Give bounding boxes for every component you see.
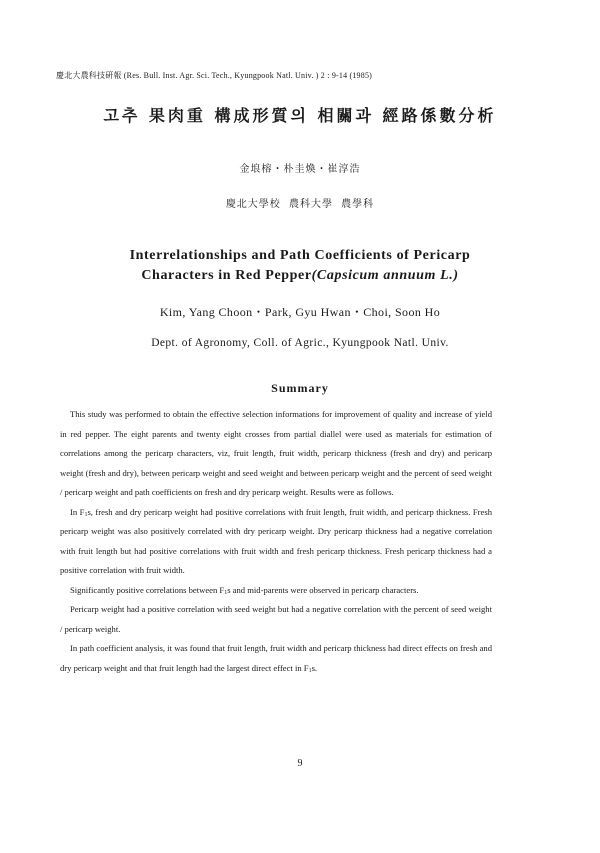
p5-prefix: In path coefficient analysis, it was found that fruit length, fruit width and pericarp thickness had direct effects on fresh and dry pericarp weight and that fruit length had the largest direct effect in F [60, 643, 492, 673]
p3-rest: s and mid-parents were observed in pericarp characters. [227, 584, 419, 595]
species-name: (Capsicum annuum L.) [311, 268, 459, 283]
summary-paragraph-2 [60, 503, 492, 581]
p3-prefix: Significantly positive correlations between F [70, 584, 225, 595]
p3-subscript: 1 [224, 589, 228, 596]
p5-subscript: 1 [308, 667, 312, 674]
summary-paragraph-4: Pericarp weight had a positive correlation with seed weight but had a negative correlation with the percent of seed weight / pericarp weight. [60, 604, 492, 634]
journal-reference: 慶北大農科技硏報 (Res. Bull. Inst. Agr. Sci. Tech., Kyungpook Natl. Univ. ) 2 : 9-14 (1985) [56, 71, 373, 80]
korean-title: 고추 果肉重 構成形質의 相關과 經路係數分析 [103, 106, 497, 125]
english-title [0, 246, 600, 286]
english-authors: Kim, Yang Choon・Park, Gyu Hwan・Choi, Soon Ho [159, 305, 441, 319]
summary-paragraph-1: This study was performed to obtain the effective selection informations for improvement of quality and increase of yield in red pepper. The eight parents and twenty eight crosses from partial diallel were used as materials for estimation of correlations among the pericarp characters, viz, fruit length, fruit width, pericarp thickness (fresh and dry) and pericarp weight (fresh and dry), between pericarp weight and seed weight and between pericarp weight and the percent of seed weight / pericarp weight and path coefficients on fresh and dry pericarp weight. Results were as follows. [60, 409, 492, 497]
english-title-line1: Interrelationships and Path Coefficients of Pericarp [129, 248, 471, 263]
p2-prefix: In F [70, 506, 85, 517]
summary-heading: Summary [271, 381, 329, 395]
p2-rest: s, fresh and dry pericarp weight had positive correlations with fruit length, fruit width, and pericarp thickness. Fresh pericarp weight was also positively correlated with dry pericarp weight. Dry pericarp thickness had a negative correlation with fruit length but had positive correlations with fruit width and fresh pericarp thickness. Fresh pericarp thickness had a positive correlation with fruit width. [60, 506, 492, 575]
page-number: 9 [297, 758, 303, 769]
p2-subscript: 1 [84, 511, 88, 518]
korean-authors: 金埌榕・朴圭煥・崔淳浩 [239, 164, 361, 175]
english-title-line2 [0, 266, 600, 286]
summary-paragraph-5 [60, 639, 492, 678]
english-affiliation: Dept. of Agronomy, Coll. of Agric., Kyungpook Natl. Univ. [151, 337, 449, 349]
korean-affiliation: 慶北大學校 農科大學 農學科 [225, 199, 375, 210]
summary-paragraph-3 [60, 581, 492, 601]
summary-body [60, 405, 492, 678]
p5-rest: s. [311, 662, 318, 673]
english-title-line2-prefix: Characters in Red Pepper [141, 268, 312, 283]
